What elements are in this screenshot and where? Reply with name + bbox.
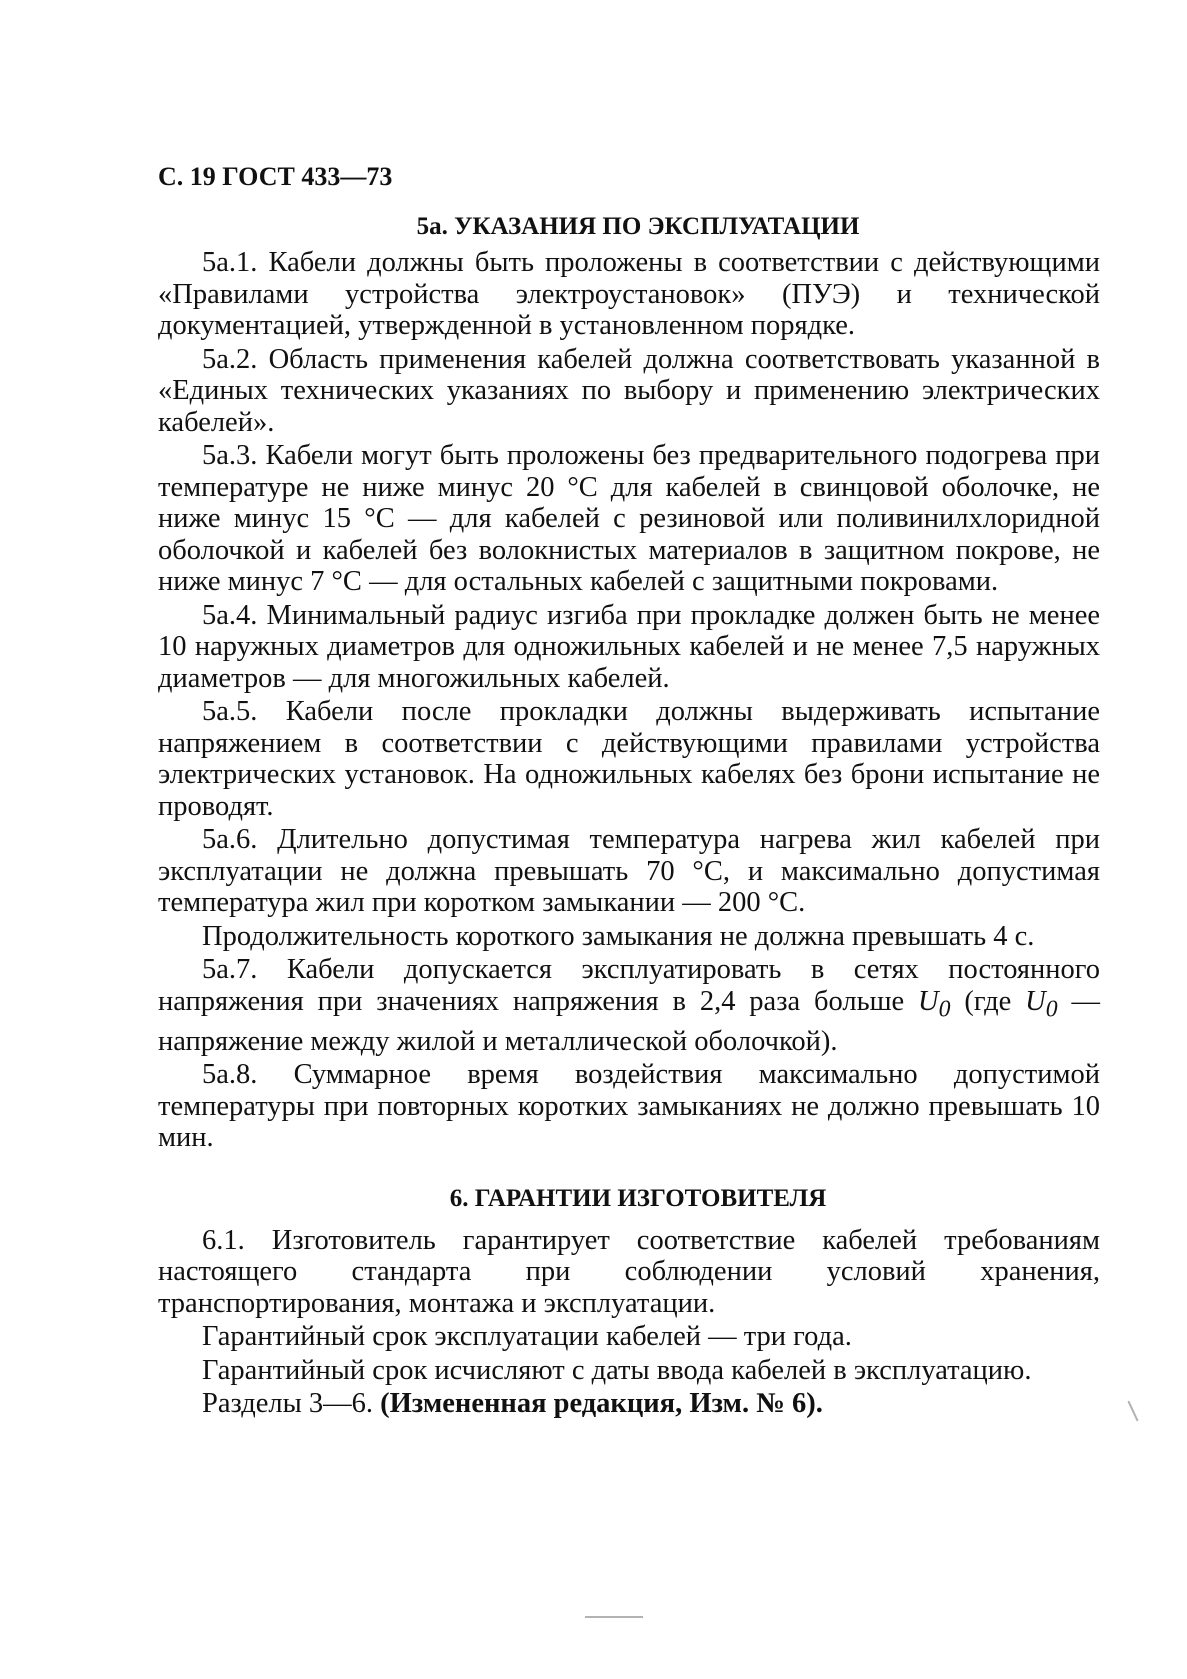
document-page [158,160,1100,1420]
section-6-title: 6. ГАРАНТИИ ИЗГОТОВИТЕЛЯ [449,1184,827,1212]
p7-text-c: — напряжение между жилой и металлической оболочкой). [158,985,1100,1057]
amendment-sections: Разделы 3—6. [202,1388,381,1420]
u0-symbol-2: $U_0$ [1025,985,1058,1023]
p7-text-a: 5а.7. Кабели допускается эксплуатировать в сетях постоянного напряжения при значениях напряжения в 2,4 раза больше [158,954,1100,1017]
paragraph-6-1: 6.1. Изготовитель гарантирует соответствие кабелей требованиям настоящего стандарта при соблюдении условий хранения, транспортирования, монтажа и эксплуатации. [158,1224,1100,1319]
paragraph-6-warranty-start: Гарантийный срок исчисляют с даты ввода кабелей в эксплуатацию. [202,1354,1032,1386]
p7-text-b: (где [950,985,1026,1017]
paragraph-5a-7 [158,954,1100,1057]
paragraph-5a-4: 5а.4. Минимальный радиус изгиба при прокладке должен быть не менее 10 наружных диаметров для одножильных кабелей и не менее 7,5 наружных диаметров — для многожильных кабелей. [158,599,1100,694]
u0-symbol: $U_0$ [918,985,951,1023]
paragraph-5a-1: 5а.1. Кабели должны быть проложены в соответствии с действующими «Правилами устройства электроустановок» (ПУЭ) и технической документацией, утвержденной в установленном порядке. [158,247,1100,341]
section-5a-title: 5а. УКАЗАНИЯ ПО ЭКСПЛУАТАЦИИ [416,213,860,240]
paragraph-5a-6-duration: Продолжительность короткого замыкания не должна превышать 4 с. [202,920,1035,952]
paragraph-5a-2: 5а.2. Область применения кабелей должна соответствовать указанной в «Единых технических указаниях по выбору и применению электрических кабелей». [158,343,1100,438]
paragraph-6-warranty: Гарантийный срок эксплуатации кабелей — три года. [202,1321,852,1353]
paragraph-6-amendment [158,1388,1100,1420]
paragraph-5a-3: 5а.3. Кабели могут быть проложены без предварительного подогрева при температуре не ниже минус 20 °С для кабелей в свинцовой оболочке, не ниже минус 15 °С — для кабелей с резиновой или поливинилхлоридной оболочкой и кабелей без волокнистых материалов в защитном покрове, не ниже минус 7 °С — для остальных кабелей с защитными покровами. [158,440,1100,597]
scan-artifact-right [1127,1401,1138,1422]
paragraph-5a-5: 5а.5. Кабели после прокладки должны выдерживать испытание напряжением в соответствии с действующими правилами устройства электрических установок. На одножильных кабелях без брони испытание не проводят. [158,696,1100,822]
scan-artifact-bottom [585,1616,643,1618]
paragraph-5a-8: 5а.8. Суммарное время воздействия максимально допустимой температуры при повторных коротких замыканиях не должно превышать 10 мин. [158,1059,1100,1154]
paragraph-5a-6: 5а.6. Длительно допустимая температура нагрева жил кабелей при эксплуатации не должна превышать 70 °С, и максимально допустимая температура жил при коротком замыкании — 200 °С. [158,824,1100,918]
page-header: С. 19 ГОСТ 433—73 [158,162,393,191]
amendment-note: (Измененная редакция, Изм. № 6). [380,1388,823,1420]
